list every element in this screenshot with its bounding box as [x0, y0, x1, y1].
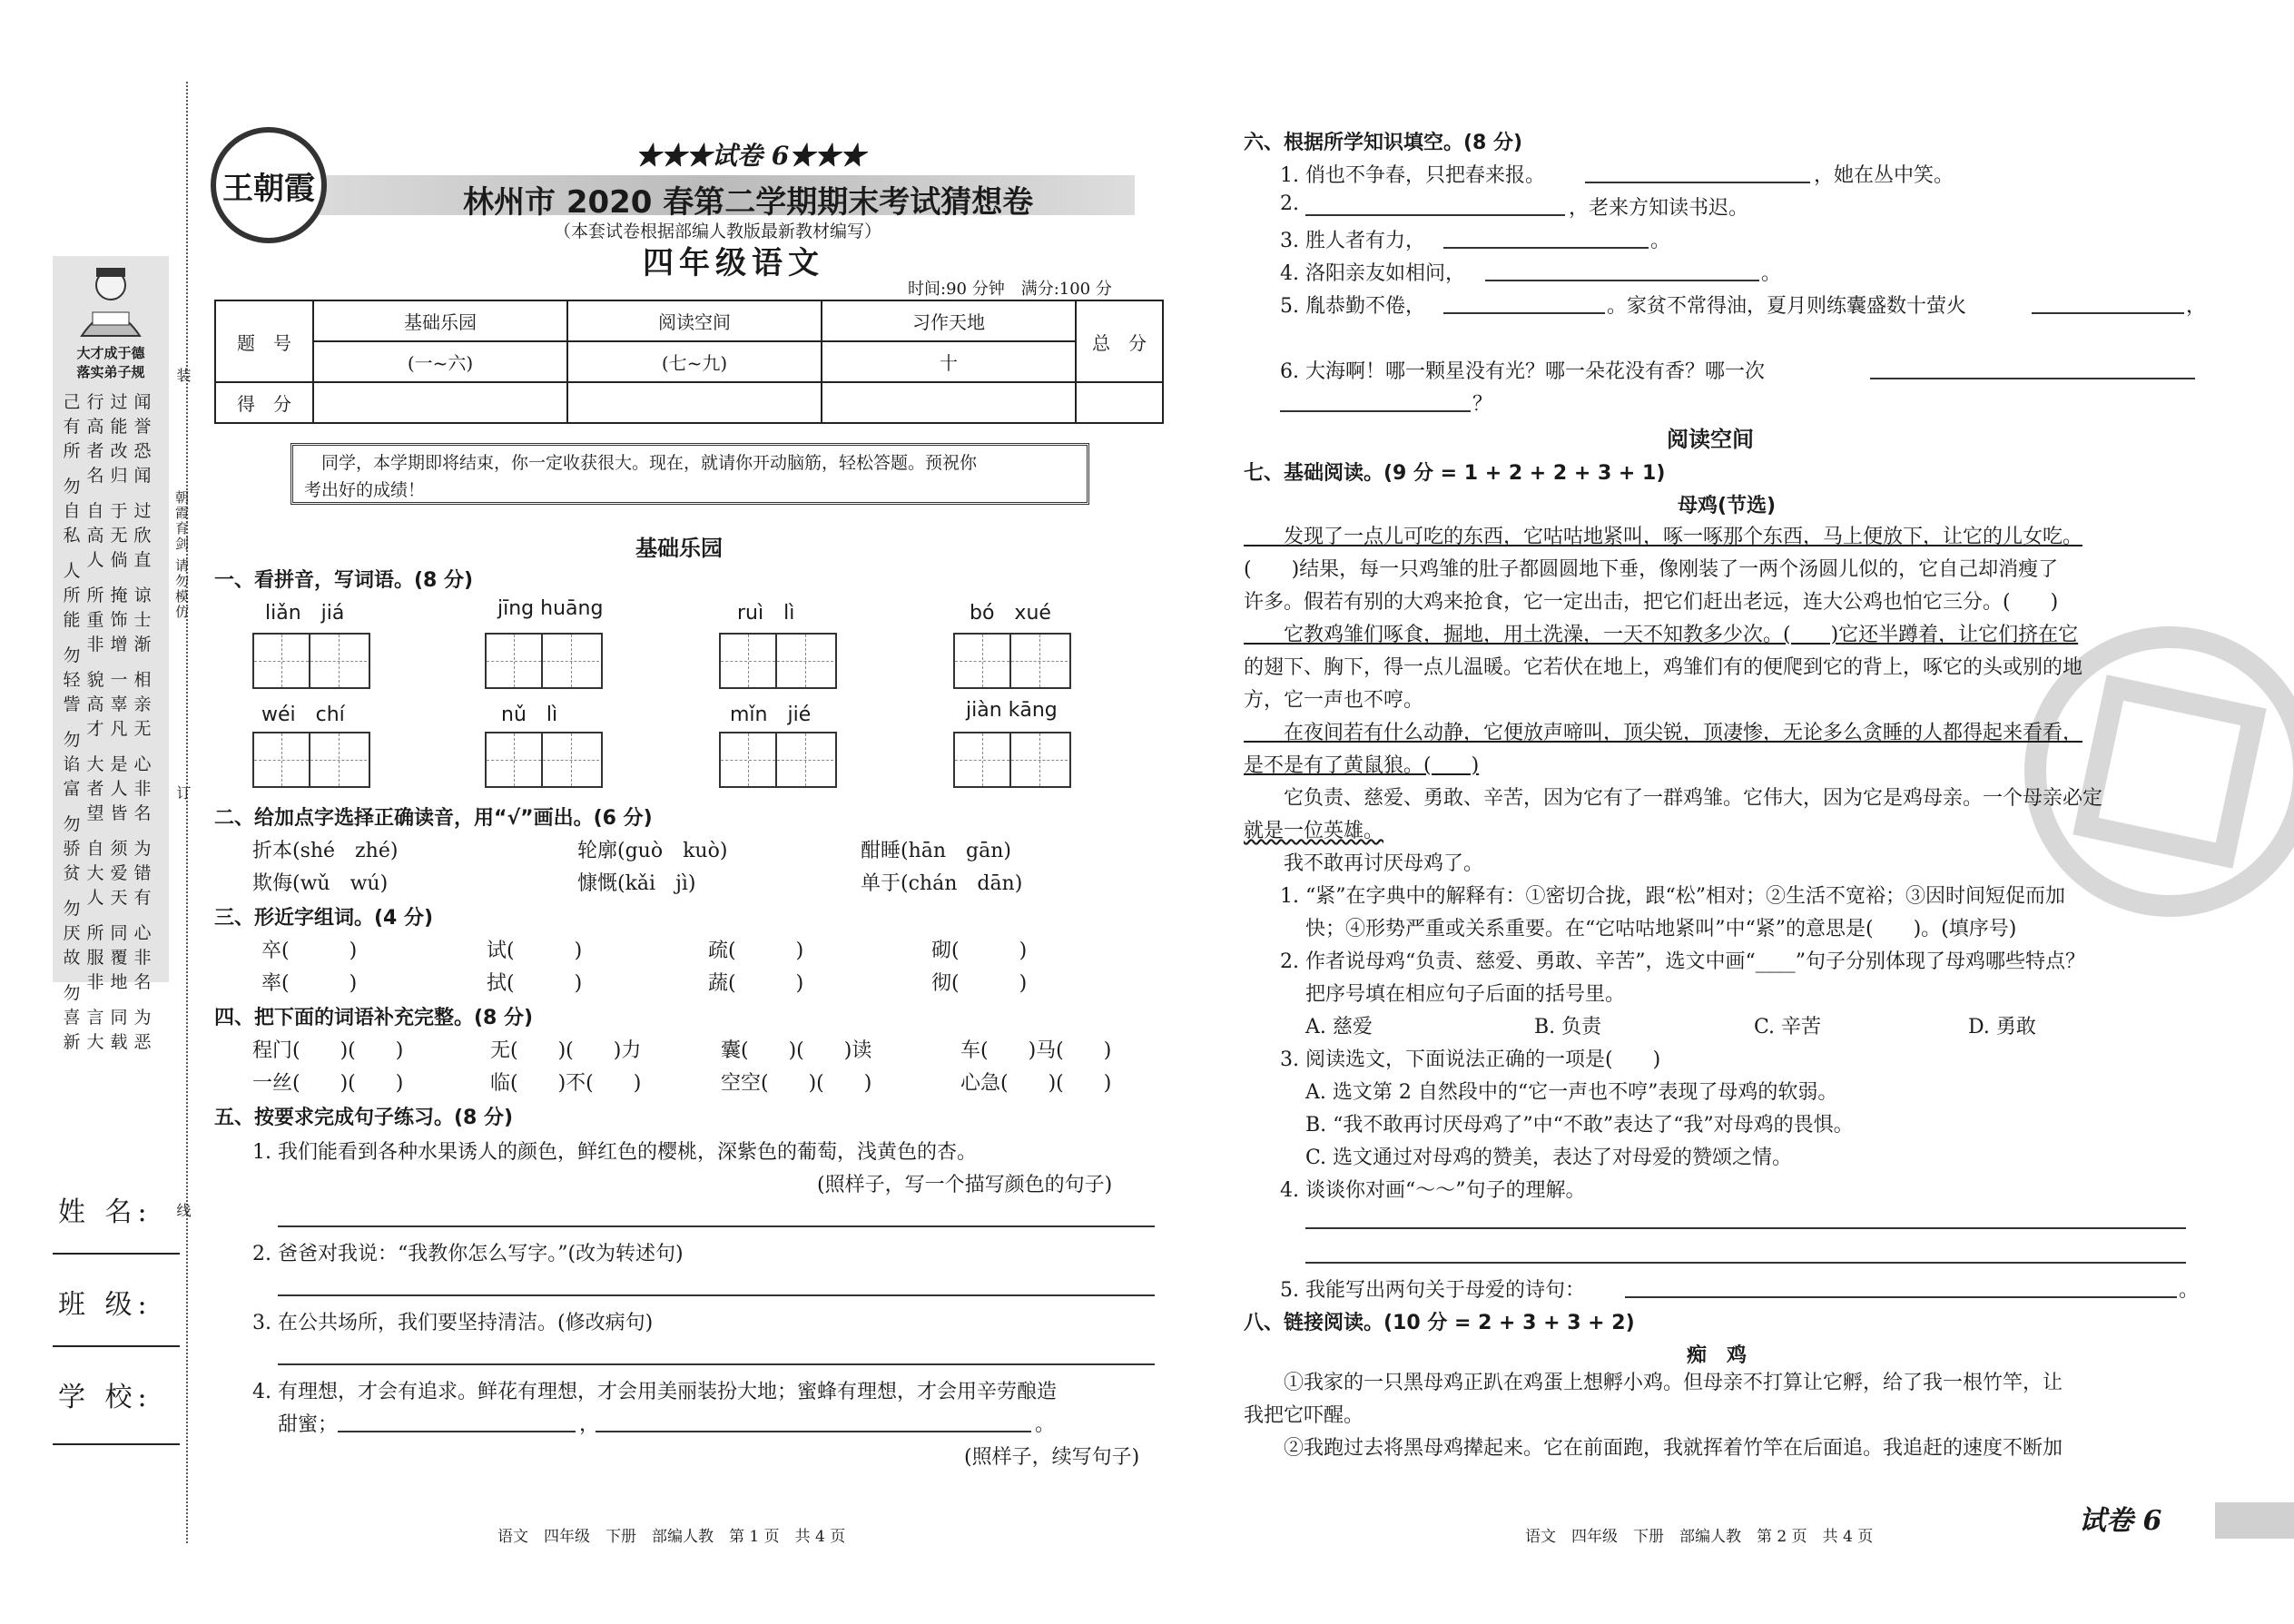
name-line[interactable]: [53, 1253, 180, 1255]
motto-char: 人: [63, 561, 81, 581]
motto-char: 勿: [63, 983, 81, 1003]
motto-char: 须: [110, 839, 128, 859]
fill-item: 5. 胤恭勤不倦，: [1280, 295, 1425, 318]
motto-char: 言: [86, 1008, 104, 1028]
fill-item: 。: [1761, 262, 1782, 285]
answer-line[interactable]: [1280, 410, 1471, 412]
pinyin-2: jīng huāng: [497, 597, 604, 620]
motto-char: 谅: [133, 586, 152, 605]
answer-line[interactable]: [1305, 1262, 2186, 1264]
option-b[interactable]: B. 负责: [1534, 1016, 1602, 1038]
brand-seal-logo: 王朝霞: [211, 127, 327, 243]
motto-char: 无: [110, 526, 128, 546]
score-col-sub: (七~九): [567, 341, 822, 382]
pinyin-4: bó xué: [970, 602, 1051, 625]
motto-char: 亲: [133, 694, 152, 714]
reading-choice[interactable]: 慷慨(kǎi jì): [577, 872, 696, 895]
motto-char: 訾: [63, 694, 81, 714]
binding-vertical-text: 朝霞育剑 请勿模仿: [173, 490, 190, 620]
writing-grid[interactable]: [252, 633, 370, 689]
motto-char: 改: [110, 441, 128, 461]
fill-item: ，老来方知读书迟。: [1569, 197, 1749, 220]
motto-char: 高: [86, 417, 104, 437]
writing-grid[interactable]: [719, 633, 837, 689]
score-col: 阅读空间: [567, 300, 822, 341]
school-line[interactable]: [53, 1443, 180, 1445]
sentence-hint: (照样子，续写句子): [964, 1446, 1140, 1469]
motto-char: 自: [63, 501, 81, 521]
motto-char: 故: [63, 948, 81, 968]
motto-char: 人: [110, 779, 128, 799]
fill-item: ，: [2186, 295, 2207, 318]
motto-char: 错: [133, 863, 152, 883]
question-2-title: 二、给加点字选择正确读音，用“√”画出。(6 分): [214, 807, 653, 830]
question-6-title: 六、根据所学知识填空。(8 分): [1244, 132, 1523, 154]
motto-char: 有: [63, 417, 81, 437]
score-cell[interactable]: [567, 382, 822, 423]
motto-char: 名: [86, 466, 104, 486]
word-group-input[interactable]: 疏( ): [708, 940, 804, 962]
motto-char: 者: [86, 779, 104, 799]
motto-char: 重: [86, 610, 104, 630]
motto-char: 覆: [110, 948, 128, 968]
fill-item: 。家贫不常得油，夏月则练囊盛数十萤火: [1607, 295, 1967, 318]
motto-char: 闻: [133, 466, 152, 486]
score-total-label: 总 分: [1076, 300, 1163, 382]
motto-char: 心: [133, 923, 152, 943]
motto-char: 辜: [110, 694, 128, 714]
idiom-input[interactable]: 临( )不( ): [490, 1072, 642, 1095]
motto-char: 皆: [110, 803, 128, 823]
motto-char: 大: [86, 1032, 104, 1052]
motto-char: 士: [133, 610, 152, 630]
score-row-label: 题 号: [215, 300, 313, 382]
answer-line[interactable]: [1585, 182, 1810, 183]
pinyin-3: ruì lì: [737, 602, 795, 625]
notice-box: 同学，本学期即将结束，你一定收获很大。现在，就请你开动脑筋，轻松答题。预祝你 考出好的成绩！: [290, 443, 1089, 505]
question-4-title: 四、把下面的词语补充完整。(8 分): [214, 1007, 534, 1029]
motto-char: 名: [133, 803, 152, 823]
option-b[interactable]: B. “我不敢再讨厌母鸡了”中“不敢”表达了“我”对母鸡的畏惧。: [1305, 1114, 1854, 1137]
idiom-input[interactable]: 心急( )( ): [960, 1072, 1112, 1095]
motto-char: 心: [133, 754, 152, 774]
idiom-input[interactable]: 囊( )( )读: [721, 1039, 872, 1062]
motto-char: 自: [86, 839, 104, 859]
corner-bar: [2215, 1502, 2294, 1539]
reading-choice[interactable]: 欺侮(wǔ wú): [252, 872, 389, 895]
passage-2-title: 痴 鸡: [1687, 1344, 1748, 1367]
motto-char: 直: [133, 550, 152, 570]
motto-char: 天: [110, 888, 128, 908]
motto-char: 恶: [133, 1032, 152, 1052]
name-label: 姓 名:: [58, 1196, 153, 1228]
word-group-input[interactable]: 砌( ): [931, 940, 1028, 962]
binding-note-ding: 订: [174, 785, 192, 802]
motto-char: 同: [110, 923, 128, 943]
motto-char: 厌: [63, 923, 81, 943]
motto-char: 貌: [86, 670, 104, 690]
motto-char: 高: [86, 694, 104, 714]
motto-char: 掩: [110, 586, 128, 605]
fill-item: 。: [1650, 230, 1671, 252]
pinyin-5: wéi chí: [261, 704, 345, 726]
answer-line[interactable]: [1485, 280, 1759, 281]
question-1-title: 一、看拼音，写词语。(8 分): [214, 569, 474, 592]
answer-line[interactable]: [1305, 214, 1565, 216]
passage-2: ①我家的一只黑母鸡正趴在鸡蛋上想孵小鸡。但母亲不打算让它孵，给了我一根竹竿，让 我把它吓醒。 ②我跑过去将黑母鸡撵起来。它在前面跑，我就挥着竹竿在后面追。我追赶的速度不断加: [1244, 1372, 2063, 1460]
motto-char: 为: [133, 839, 152, 859]
sentence-item: ，: [579, 1413, 600, 1436]
reading-question-5-end: 。: [2179, 1279, 2200, 1302]
motto-char: 过: [133, 501, 152, 521]
motto-char: 所: [86, 923, 104, 943]
motto-char: 是: [110, 754, 128, 774]
reading-question-1b: 快；④形势严重或关系重要。在“它咕咕地紧叫”中“紧”的意思是( )。(填序号): [1305, 918, 2017, 940]
sentence-item: 。: [1035, 1413, 1056, 1436]
exam-title: 林州市 2020 春第二学期期末考试猜想卷: [463, 184, 1034, 221]
motto-text: [60, 390, 154, 1055]
scholar-figure-icon: [65, 265, 156, 338]
writing-grid[interactable]: [252, 732, 370, 788]
option-c[interactable]: C. 选文通过对母鸡的赞美，表达了对母爱的赞颂之情。: [1305, 1147, 1793, 1169]
reading-choice[interactable]: 轮廓(guò kuò): [577, 840, 728, 862]
page-footer-2: 语文 四年级 下册 部编人教 第 2 页 共 4 页: [1525, 1528, 1874, 1546]
reading-question-4: 4. 谈谈你对画“～～”句子的理解。: [1280, 1179, 1586, 1202]
grade-title: 四年级语文: [643, 245, 824, 281]
sentence-hint: (照样子，写一个描写颜色的句子): [817, 1174, 1113, 1196]
sentence-item: 4. 有理想，才会有追求。鲜花有理想，才会用美丽装扮大地；蜜蜂有理想，才会用辛劳酿造: [252, 1381, 1057, 1403]
score-cell[interactable]: [313, 382, 567, 423]
answer-line[interactable]: [596, 1431, 1031, 1432]
motto-char: 归: [110, 466, 128, 486]
score-col-sub: (一~六): [313, 341, 567, 382]
fill-item: ？: [1472, 393, 1493, 416]
binding-dotted-line: [186, 82, 188, 1543]
answer-line[interactable]: [1870, 378, 2195, 379]
answer-line[interactable]: [1305, 1227, 2186, 1229]
motto-char: 渐: [133, 635, 152, 655]
motto-char: 高: [86, 526, 104, 546]
motto-char: 自: [86, 501, 104, 521]
section-read-title: 阅读空间: [1667, 427, 1754, 452]
motto-char: 为: [133, 1008, 152, 1028]
reading-question-3: 3. 阅读选文，下面说法正确的一项是( ): [1280, 1048, 1661, 1071]
pinyin-7: mǐn jié: [730, 704, 812, 726]
passage-1-title: 母鸡(节选): [1678, 495, 1777, 517]
score-col-sub: 十: [822, 341, 1076, 382]
motto-char: 轻: [63, 670, 81, 690]
motto-char: 非: [86, 972, 104, 992]
motto-char: 同: [110, 1008, 128, 1028]
motto-char: 勿: [63, 477, 81, 497]
motto-char: 喜: [63, 1008, 81, 1028]
binding-note-xian: 线: [174, 1203, 192, 1219]
reading-question-1: 1. “紧”在字典中的解释有：①密切合拢，跟“松”相对；②生活不宽裕；③因时间短促而加: [1280, 885, 2065, 908]
corner-paper-tag: 试卷 6: [2079, 1505, 2162, 1537]
motto-char: 勿: [63, 645, 81, 665]
idiom-input[interactable]: 一丝( )( ): [252, 1072, 404, 1095]
writing-grid[interactable]: [485, 732, 603, 788]
motto-char: 倘: [110, 550, 128, 570]
question-8-title: 八、链接阅读。(10 分 = 2 + 3 + 3 + 2): [1244, 1312, 1635, 1334]
writing-grid[interactable]: [953, 633, 1071, 689]
motto-char: 人: [86, 550, 104, 570]
motto-char: 能: [110, 417, 128, 437]
class-label: 班 级:: [58, 1289, 153, 1321]
motto-char: 服: [86, 948, 104, 968]
answer-line[interactable]: [1443, 312, 1605, 314]
pinyin-8: jiàn kāng: [966, 699, 1058, 722]
motto-char: 所: [86, 586, 104, 605]
word-group-input[interactable]: 彻( ): [931, 972, 1028, 995]
reading-question-2b: 把序号填在相应句子后面的括号里。: [1305, 983, 1626, 1006]
motto-char: 人: [86, 888, 104, 908]
fill-item: 4. 洛阳亲友如相问，: [1280, 262, 1465, 285]
sentence-item: 甜蜜；: [278, 1413, 339, 1436]
motto-char: 闻: [133, 392, 152, 412]
motto-char: 无: [133, 719, 152, 739]
idiom-input[interactable]: 车( )马( ): [960, 1039, 1112, 1062]
motto-char: 贫: [63, 863, 81, 883]
binding-note-zhuang: 装: [174, 368, 192, 384]
motto-char: 能: [63, 610, 81, 630]
pinyin-6: nǔ lì: [501, 704, 558, 726]
writing-grid[interactable]: [953, 732, 1071, 788]
answer-line[interactable]: [338, 1431, 576, 1432]
option-a[interactable]: A. 慈爱: [1305, 1016, 1373, 1038]
motto-char: 行: [86, 392, 104, 412]
motto-char: 地: [110, 972, 128, 992]
score-col: 习作天地: [822, 300, 1076, 341]
option-c[interactable]: C. 辛苦: [1754, 1016, 1822, 1038]
idiom-input[interactable]: 程门( )( ): [252, 1039, 404, 1062]
motto-char: 非: [86, 635, 104, 655]
motto-char: 欣: [133, 526, 152, 546]
motto-char: 相: [133, 670, 152, 690]
score-cell[interactable]: [1076, 382, 1163, 423]
motto-char: 富: [63, 779, 81, 799]
page-footer-1: 语文 四年级 下册 部编人教 第 1 页 共 4 页: [497, 1528, 846, 1546]
motto-char: 者: [86, 441, 104, 461]
motto-char: 新: [63, 1032, 81, 1052]
motto-heading: 大才成于德 落实弟子规: [76, 345, 145, 380]
answer-line[interactable]: [278, 1294, 1155, 1296]
motto-char: 爱: [110, 863, 128, 883]
score-cell[interactable]: [822, 382, 1076, 423]
motto-char: 望: [86, 803, 104, 823]
motto-char: 才: [86, 719, 104, 739]
motto-char: 大: [86, 754, 104, 774]
pinyin-1: liǎn jiá: [265, 602, 345, 625]
motto-char: 大: [86, 863, 104, 883]
paper-tag: ★★★试卷 6★★★: [635, 141, 866, 171]
motto-char: 非: [133, 779, 152, 799]
word-group-input[interactable]: 率( ): [261, 972, 358, 995]
motto-char: 勿: [63, 899, 81, 919]
reading-choice[interactable]: 折本(shé zhé): [252, 840, 399, 862]
motto-char: 所: [63, 441, 81, 461]
motto-char: 饰: [110, 610, 128, 630]
fill-item: 2.: [1280, 192, 1299, 215]
motto-char: 载: [110, 1032, 128, 1052]
score-col: 基础乐园: [313, 300, 567, 341]
motto-char: 誉: [133, 417, 152, 437]
word-group-input[interactable]: 试( ): [487, 940, 583, 962]
reading-choice[interactable]: 单于(chán dān): [861, 872, 1023, 895]
writing-grid[interactable]: [485, 633, 603, 689]
motto-char: 恐: [133, 441, 152, 461]
section-basic-title: 基础乐园: [635, 536, 723, 561]
motto-char: 于: [110, 501, 128, 521]
motto-char: 凡: [110, 719, 128, 739]
writing-grid[interactable]: [719, 732, 837, 788]
score-table: [214, 300, 1164, 424]
motto-char: 己: [63, 392, 81, 412]
passage-1: 发现了一点儿可吃的东西，它咕咕地紧叫，啄一啄那个东西，马上便放下，让它的儿女吃。 ( )结果，每一只鸡雏的肚子都圆圆地下垂，像刚装了一两个汤圆儿似的，它自己却消瘦了 许多。假若有别的大鸡来抢食，它一定出击，把它们赶出老远，连大公鸡也怕它三分。( ) 它教鸡雏们啄食，掘地，用土洗澡，一天不知教多少次。( )它还半蹲着，让它们挤在它 的翅下、胸下，得一点儿温暖。它若伏在地上，鸡雏们有的便爬到它的背上，啄它的头或别的地 方，它一声也不哼。 在夜间若有什么动静，它便放声啼叫，顶尖锐，顶凄惨，无论多么贪睡的人都得起来看看， 是不是有了黄鼠狼。( ) 它负责、慈爱、勇敢、辛苦，因为它有了一群鸡雏。它伟大，因为它是鸡母亲。一个母亲必定 就是一位英雄。 我不敢再讨厌母鸡了。: [1244, 526, 2103, 875]
answer-line[interactable]: [1625, 1296, 2177, 1298]
class-line[interactable]: [53, 1345, 180, 1347]
reading-question-5: 5. 我能写出两句关于母爱的诗句：: [1280, 1279, 1585, 1302]
option-a[interactable]: A. 选文第 2 自然段中的“它一声也不哼”表现了母鸡的软弱。: [1305, 1081, 1838, 1104]
fill-item: ，她在丛中笑。: [1814, 164, 1954, 187]
motto-char: 非: [133, 948, 152, 968]
motto-char: 过: [110, 392, 128, 412]
answer-line[interactable]: [2032, 312, 2184, 314]
motto-char: 勿: [63, 814, 81, 834]
motto-char: 谄: [63, 754, 81, 774]
word-group-input[interactable]: 蔬( ): [708, 972, 804, 995]
word-group-input[interactable]: 拭( ): [487, 972, 583, 995]
question-5-title: 五、按要求完成句子练习。(8 分): [214, 1107, 514, 1129]
sentence-item: 2. 爸爸对我说：“我教你怎么写字。”(改为转述句): [252, 1243, 684, 1265]
score-row-label: 得 分: [215, 382, 313, 423]
motto-char: 所: [63, 586, 81, 605]
sentence-item: 3. 在公共场所，我们要坚持清洁。(修改病句): [252, 1312, 654, 1334]
fill-item: 6. 大海啊！哪一颗星没有光？哪一朵花没有香？哪一次: [1280, 360, 1765, 383]
option-d[interactable]: D. 勇敢: [1968, 1016, 2036, 1038]
fill-item: 3. 胜人者有力，: [1280, 230, 1425, 252]
school-label: 学 校:: [58, 1382, 153, 1413]
question-3-title: 三、形近字组词。(4 分): [214, 907, 434, 930]
reading-question-2: 2. 作者说母鸡“负责、慈爱、勇敢、辛苦”，选文中画“____”句子分别体现了母鸡哪些特点？: [1280, 950, 2085, 973]
motto-char: 有: [133, 888, 152, 908]
motto-char: 名: [133, 972, 152, 992]
word-group-input[interactable]: 卒( ): [261, 940, 358, 962]
fill-item: 1. 俏也不争春，只把春来报。: [1280, 164, 1545, 187]
motto-char: 增: [110, 635, 128, 655]
motto-char: 一: [110, 670, 128, 690]
idiom-input[interactable]: 无( )( )力: [490, 1039, 642, 1062]
motto-char: 骄: [63, 839, 81, 859]
reading-choice[interactable]: 酣睡(hān gān): [861, 840, 1011, 862]
motto-char: 勿: [63, 730, 81, 750]
answer-line[interactable]: [278, 1225, 1155, 1227]
exam-subtitle: （本套试卷根据部编人教版最新教材编写）: [554, 221, 882, 241]
motto-char: 私: [63, 526, 81, 546]
answer-line[interactable]: [1443, 247, 1649, 249]
answer-line[interactable]: [278, 1363, 1155, 1365]
time-info: 时间:90 分钟 满分:100 分: [908, 280, 1112, 299]
idiom-input[interactable]: 空空( )( ): [721, 1072, 872, 1095]
question-7-title: 七、基础阅读。(9 分 = 1 + 2 + 2 + 3 + 1): [1244, 462, 1666, 485]
sentence-item: 1. 我们能看到各种水果诱人的颜色，鲜红色的樱桃，深紫色的葡萄，浅黄色的杏。: [252, 1141, 977, 1164]
